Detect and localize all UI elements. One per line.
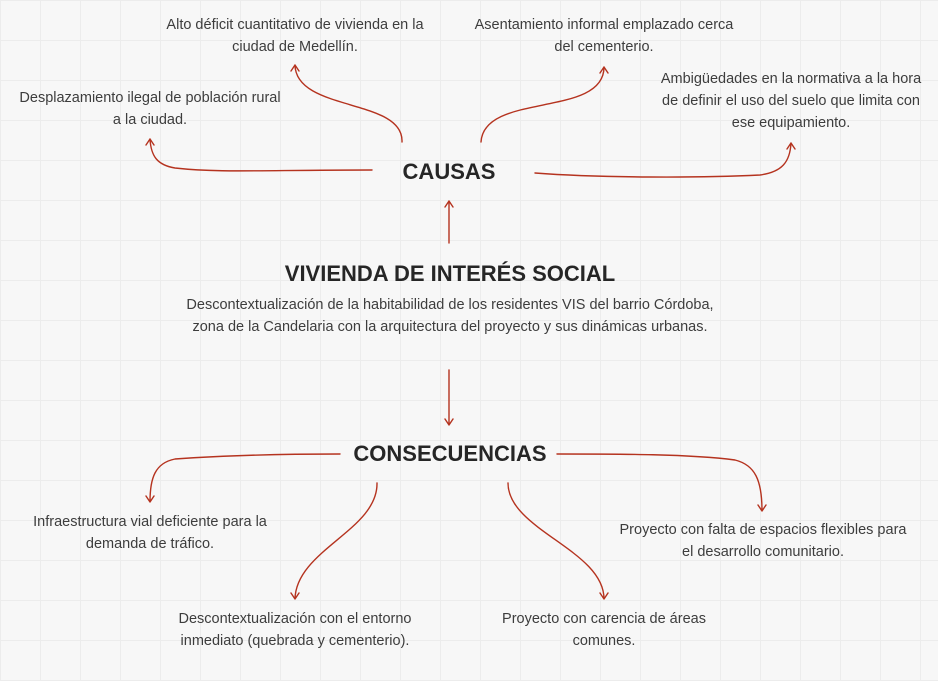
consequence-node-4[interactable]: Proyecto con carencia de áreas comunes. [502, 611, 706, 649]
connector-consequences-to-cons-1 [146, 454, 340, 502]
connector-causes-to-cause-1 [291, 65, 402, 142]
connector-center-to-causes [445, 201, 453, 243]
consequences-title[interactable]: CONSECUENCIAS [353, 441, 547, 466]
connector-causes-to-cause-3 [146, 139, 372, 171]
cause-node-1[interactable]: Alto déficit cuantitativo de vivienda en la ciudad de Medellín. [166, 17, 424, 55]
consequence-node-1[interactable]: Infraestructura vial deficiente para la demanda de tráfico. [33, 514, 267, 552]
connector-consequences-to-cons-2 [557, 454, 766, 511]
connector-center-to-consequences [445, 370, 453, 425]
cause-node-4[interactable]: Ambigüedades en la normativa a la hora de definir el uso del suelo que limita con ese equipamiento. [660, 71, 922, 131]
connector-consequences-to-cons-4 [508, 483, 608, 599]
connector-consequences-to-cons-3 [291, 483, 377, 599]
consequence-node-3[interactable]: Descontextualización con el entorno inmediato (quebrada y cementerio). [178, 611, 412, 649]
consequence-node-2[interactable]: Proyecto con falta de espacios flexibles para el desarrollo comunitario. [619, 522, 907, 560]
central-topic-description[interactable]: Descontextualización de la habitabilidad de los residentes VIS del barrio Córdoba, zona de la Candelaria con la arquitectura del proyecto y sus dinámicas urbanas. [186, 297, 714, 335]
central-topic-title[interactable]: VIVIENDA DE INTERÉS SOCIAL [284, 261, 616, 286]
cause-node-2[interactable]: Asentamiento informal emplazado cerca del cementerio. [474, 17, 734, 55]
connector-causes-to-cause-4 [535, 143, 795, 177]
cause-node-3[interactable]: Desplazamiento ilegal de población rural a la ciudad. [19, 90, 281, 128]
connector-causes-to-cause-2 [481, 67, 608, 142]
causes-title[interactable]: CAUSAS [402, 159, 496, 184]
